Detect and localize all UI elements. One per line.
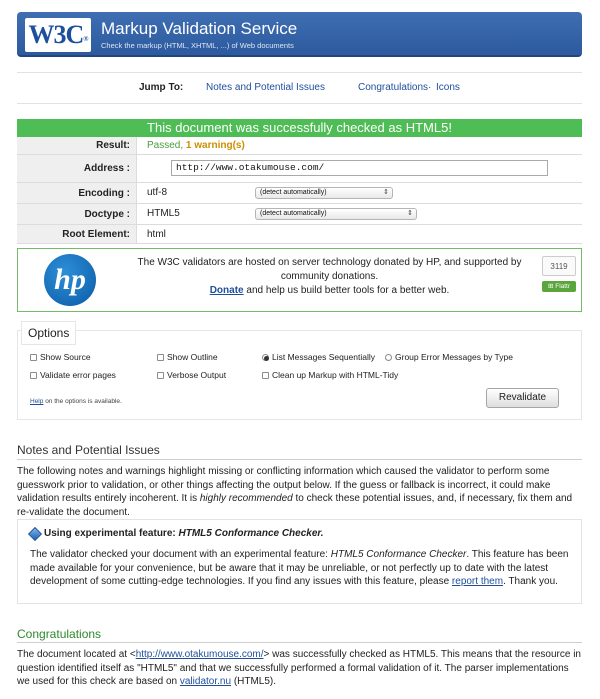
root-element-label: Root Element: bbox=[17, 225, 137, 243]
option-label: Show Source bbox=[40, 352, 91, 362]
divider bbox=[17, 459, 582, 460]
exp-text: . Thank you. bbox=[503, 576, 558, 587]
congrats-text: > was successfully checked as HTML5. This means that the resource in question identified itself as "HTML5" and that we successfully performed a formal validation of it. The parser implementations we used for this check are based on bbox=[17, 649, 581, 687]
doctype-label: Doctype : bbox=[17, 204, 137, 224]
option-validate-error-pages[interactable] bbox=[30, 370, 116, 380]
select-arrows-icon: ⇕ bbox=[383, 189, 389, 196]
address-row bbox=[17, 155, 582, 183]
congrats-text: (HTML5). bbox=[233, 676, 277, 687]
jump-to-label: Jump To: bbox=[139, 82, 184, 93]
option-label: Validate error pages bbox=[40, 370, 116, 380]
checkbox[interactable] bbox=[157, 372, 164, 379]
result-banner: This document was successfully checked as HTML5! bbox=[17, 119, 582, 137]
report-them-link[interactable]: report them bbox=[451, 576, 504, 587]
validator-nu-link[interactable]: validator.nu bbox=[179, 676, 232, 687]
congrats-text: The document located at < bbox=[17, 649, 136, 660]
help-text: on the options is available. bbox=[45, 398, 122, 405]
flattr-button[interactable] bbox=[542, 281, 576, 292]
option-label: Verbose Output bbox=[167, 370, 227, 380]
option-show-outline[interactable] bbox=[157, 352, 218, 362]
congratulations-paragraph bbox=[17, 648, 582, 689]
flattr-icon: ⊞ bbox=[547, 283, 556, 290]
logo-text: W3C bbox=[28, 20, 84, 49]
radio[interactable] bbox=[385, 354, 392, 361]
options-legend: Options bbox=[21, 321, 76, 345]
doctype-select-value: (detect automatically) bbox=[260, 210, 327, 217]
sponsor-message bbox=[132, 256, 527, 298]
help-link[interactable]: Help bbox=[30, 398, 44, 405]
result-passed-text: Passed, bbox=[147, 140, 184, 151]
select-arrows-icon: ⇕ bbox=[407, 210, 413, 217]
notes-text: to check these potential issues, and, if necessary, fix them and re-validate the document. bbox=[17, 493, 573, 518]
donate-link[interactable]: Donate bbox=[209, 285, 244, 296]
notes-text: The following notes and warnings highlight missing or conflicting information which caused the validator to perform some guesswork prior to validation, or other things affecting the output below. If the guess or fallback is incorrect, it could make validation results entirely incoherent. It is bbox=[17, 466, 551, 504]
revalidate-button[interactable]: Revalidate bbox=[486, 388, 559, 408]
sponsor-line2: and help us build better tools for a better web. bbox=[246, 285, 450, 296]
hp-logo[interactable]: hp bbox=[44, 254, 96, 306]
exp-title-emphasis: HTML5 Conformance Checker. bbox=[178, 528, 324, 539]
flattr-count: 3119 bbox=[542, 256, 576, 276]
option-label: Show Outline bbox=[167, 352, 218, 362]
option-list-sequentially[interactable] bbox=[262, 352, 375, 362]
divider bbox=[17, 72, 582, 73]
divider bbox=[17, 642, 582, 643]
jump-congratulations-link[interactable]: Congratulations bbox=[358, 82, 429, 93]
document-url-link[interactable]: http://www.otakumouse.com/ bbox=[135, 649, 264, 660]
encoding-row bbox=[17, 183, 582, 204]
sponsor-line: The W3C validators are hosted on server technology donated by HP, and supported by community donations. bbox=[137, 257, 522, 282]
encoding-select[interactable] bbox=[255, 187, 393, 199]
checkbox[interactable] bbox=[30, 354, 37, 361]
option-clean-up-markup[interactable] bbox=[262, 370, 398, 380]
root-element-row bbox=[17, 225, 582, 244]
logo-registered-mark: ® bbox=[83, 35, 88, 43]
options-help-note bbox=[30, 398, 122, 405]
doctype-row bbox=[17, 204, 582, 225]
exp-title-text: Using experimental feature: bbox=[44, 528, 176, 539]
congratulations-heading: Congratulations bbox=[17, 627, 102, 641]
jump-separator: · bbox=[428, 82, 432, 93]
page-title: Markup Validation Service bbox=[101, 19, 298, 38]
option-show-source[interactable] bbox=[30, 352, 91, 362]
notes-emphasis: highly recommended bbox=[199, 493, 293, 504]
flattr-label: Flattr bbox=[555, 283, 571, 290]
option-label: Clean up Markup with HTML-Tidy bbox=[272, 370, 399, 380]
encoding-label: Encoding : bbox=[17, 183, 137, 203]
jump-notes-link[interactable]: Notes and Potential Issues bbox=[206, 82, 325, 93]
checkbox[interactable] bbox=[157, 354, 164, 361]
divider bbox=[17, 103, 582, 104]
w3c-logo[interactable] bbox=[25, 18, 91, 52]
header-banner bbox=[17, 12, 582, 57]
option-label: List Messages Sequentially bbox=[272, 352, 376, 362]
exp-emphasis: HTML5 Conformance Checker bbox=[330, 549, 467, 560]
notes-paragraph bbox=[17, 465, 582, 519]
checkbox[interactable] bbox=[262, 372, 269, 379]
result-label: Result: bbox=[17, 137, 137, 154]
exp-text: . This feature has been made available for your convenience, but be aware that it may be unreliable, or not perfectly up to date with the latest development of some cutting-edge technologies. If you find any issues with this feature, please bbox=[30, 549, 569, 587]
address-label: Address : bbox=[17, 155, 137, 182]
encoding-select-value: (detect automatically) bbox=[260, 189, 327, 196]
experimental-feature-text bbox=[30, 548, 575, 589]
checkbox[interactable] bbox=[30, 372, 37, 379]
encoding-value: utf-8 bbox=[147, 187, 168, 198]
page-subtitle: Check the markup (HTML, XHTML, ...) of Web documents bbox=[101, 41, 294, 50]
exp-text: The validator checked your document with an experimental feature: bbox=[30, 549, 328, 560]
option-label: Group Error Messages by Type bbox=[395, 352, 513, 362]
root-element-value: html bbox=[147, 229, 166, 240]
address-input[interactable]: http://www.otakumouse.com/ bbox=[171, 160, 548, 176]
result-row bbox=[17, 137, 582, 155]
notes-heading: Notes and Potential Issues bbox=[17, 443, 160, 457]
option-group-by-type[interactable] bbox=[385, 352, 513, 362]
experimental-feature-title bbox=[44, 528, 324, 539]
doctype-value: HTML5 bbox=[147, 208, 180, 219]
result-value bbox=[147, 140, 245, 151]
doctype-select[interactable] bbox=[255, 208, 417, 220]
warnings-count[interactable]: 1 warning(s) bbox=[185, 140, 245, 151]
option-verbose-output[interactable] bbox=[157, 370, 226, 380]
jump-icons-link[interactable]: Icons bbox=[436, 82, 460, 93]
radio-selected[interactable] bbox=[262, 354, 269, 361]
